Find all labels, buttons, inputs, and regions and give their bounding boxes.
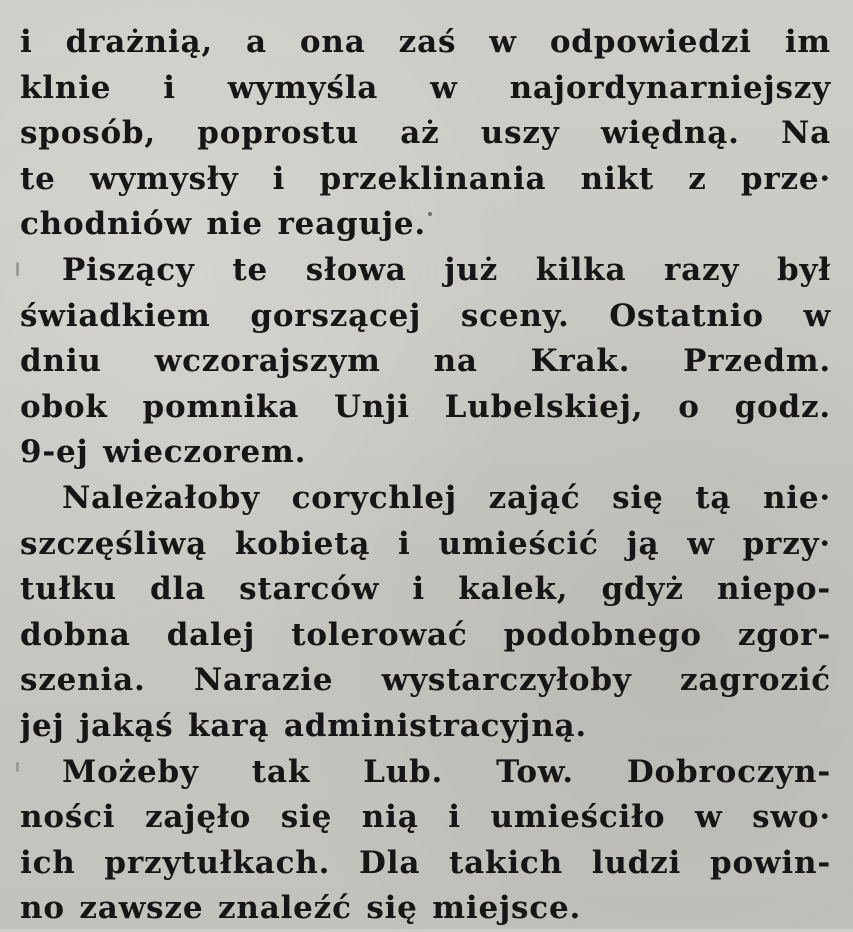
text-line: Piszący te słowa już kilka razy był	[62, 251, 831, 288]
ink-speck	[16, 262, 19, 276]
text-line: ich przytułkach. Dla takich ludzi powin-	[20, 844, 831, 881]
paragraph-4	[20, 750, 831, 932]
text-line: chodniów nie reaguje.	[20, 206, 426, 243]
text-line: świadkiem gorszącej sceny. Ostatnio w	[20, 297, 831, 334]
text-line: obok pomnika Unji Lubelskiej, o godz.	[20, 388, 831, 425]
text-line: sposób, poprostu aż uszy więdną. Na	[20, 115, 831, 152]
paragraph-2	[20, 248, 831, 476]
ink-speck	[16, 762, 19, 772]
text-line: szenia. Narazie wystarczyłoby zagrozić	[20, 662, 831, 699]
text-line: 9-ej wieczorem.	[20, 434, 307, 471]
text-line: ności zajęło się nią i umieściło w swo·	[20, 799, 831, 836]
paragraph-1	[20, 20, 831, 248]
text-line: tułku dla starców i kalek, gdyż niepo-	[20, 571, 831, 608]
text-line: te wymysły i przeklinania nikt z prze·	[20, 160, 831, 197]
text-line: Możeby tak Lub. Tow. Dobroczyn-	[62, 753, 831, 790]
text-line: no zawsze znaleźć się miejsce.	[20, 890, 582, 927]
text-line: klnie i wymyśla w najordynarniejszy	[20, 69, 831, 106]
text-line: i drażnią, a ona zaś w odpowiedzi im	[20, 24, 831, 60]
text-line: dniu wczorajszym na Krak. Przedm.	[20, 343, 831, 380]
article-column	[20, 20, 831, 932]
paragraph-3	[20, 476, 831, 750]
text-line: szczęśliwą kobietą i umieścić ją w przy·	[20, 525, 831, 562]
text-line: Należałoby corychlej zająć się tą nie·	[62, 479, 831, 516]
text-line: jej jakąś karą administracyjną.	[20, 707, 588, 744]
text-line: dobna dalej tolerować podobnego zgor-	[20, 616, 831, 653]
ink-speck	[428, 212, 432, 216]
